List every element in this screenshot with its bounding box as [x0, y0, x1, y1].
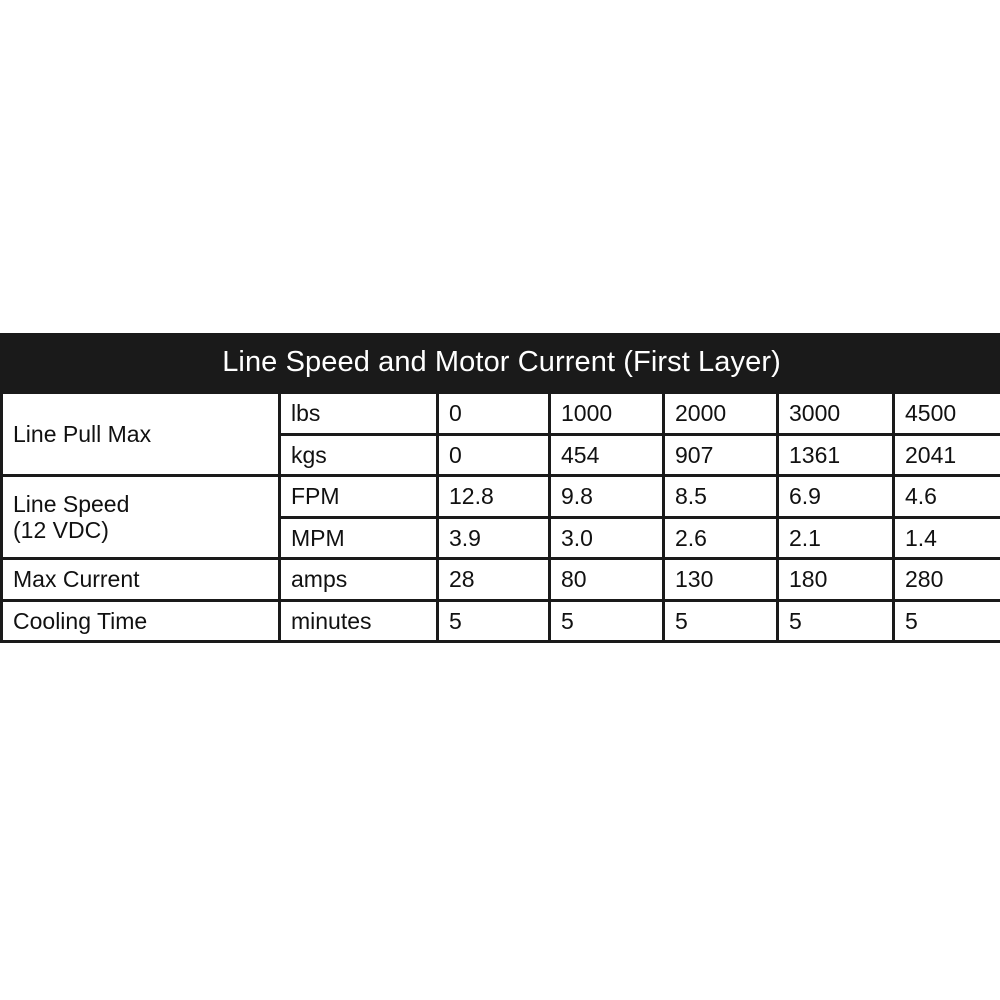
table-row — [2, 559, 1000, 600]
table-row — [2, 476, 1000, 517]
cell-line-speed-mpm-2: 3.0 — [550, 517, 664, 558]
cell-max-current-1: 28 — [438, 559, 550, 600]
table-row — [2, 393, 1000, 434]
line-speed-motor-current-table — [0, 333, 1000, 643]
unit-fpm: FPM — [280, 476, 438, 517]
cell-line-pull-kgs-4: 1361 — [778, 434, 894, 475]
cell-cooling-time-2: 5 — [550, 600, 664, 641]
row-label-line-speed-line2: (12 VDC) — [13, 517, 109, 544]
cell-line-speed-mpm-1: 3.9 — [438, 517, 550, 558]
cell-line-pull-lbs-4: 3000 — [778, 393, 894, 434]
unit-lbs: lbs — [280, 393, 438, 434]
cell-line-pull-kgs-2: 454 — [550, 434, 664, 475]
cell-line-speed-fpm-4: 6.9 — [778, 476, 894, 517]
row-label-cooling-time: Cooling Time — [2, 600, 280, 641]
cell-line-pull-lbs-5: 4500 — [894, 393, 1000, 434]
cell-line-pull-kgs-5: 2041 — [894, 434, 1000, 475]
cell-line-speed-mpm-5: 1.4 — [894, 517, 1000, 558]
cell-line-pull-lbs-2: 1000 — [550, 393, 664, 434]
cell-max-current-3: 130 — [664, 559, 778, 600]
cell-line-speed-mpm-3: 2.6 — [664, 517, 778, 558]
cell-line-pull-kgs-1: 0 — [438, 434, 550, 475]
cell-cooling-time-1: 5 — [438, 600, 550, 641]
row-label-line-speed-line1: Line Speed — [13, 490, 130, 517]
cell-line-pull-lbs-1: 0 — [438, 393, 550, 434]
unit-kgs: kgs — [280, 434, 438, 475]
table-title: Line Speed and Motor Current (First Layer) — [2, 335, 1000, 393]
unit-mpm: MPM — [280, 517, 438, 558]
cell-cooling-time-4: 5 — [778, 600, 894, 641]
cell-line-speed-mpm-4: 2.1 — [778, 517, 894, 558]
cell-cooling-time-3: 5 — [664, 600, 778, 641]
cell-line-speed-fpm-5: 4.6 — [894, 476, 1000, 517]
cell-line-pull-kgs-3: 907 — [664, 434, 778, 475]
table-row — [2, 600, 1000, 641]
cell-max-current-4: 180 — [778, 559, 894, 600]
row-label-max-current: Max Current — [2, 559, 280, 600]
spec-table-container — [0, 333, 1000, 643]
cell-max-current-2: 80 — [550, 559, 664, 600]
unit-amps: amps — [280, 559, 438, 600]
table-title-row — [2, 335, 1000, 393]
cell-max-current-5: 280 — [894, 559, 1000, 600]
cell-cooling-time-5: 5 — [894, 600, 1000, 641]
row-label-line-pull-max: Line Pull Max — [2, 393, 280, 476]
cell-line-speed-fpm-2: 9.8 — [550, 476, 664, 517]
cell-line-speed-fpm-3: 8.5 — [664, 476, 778, 517]
row-label-line-speed — [2, 476, 280, 559]
cell-line-pull-lbs-3: 2000 — [664, 393, 778, 434]
unit-minutes: minutes — [280, 600, 438, 641]
cell-line-speed-fpm-1: 12.8 — [438, 476, 550, 517]
